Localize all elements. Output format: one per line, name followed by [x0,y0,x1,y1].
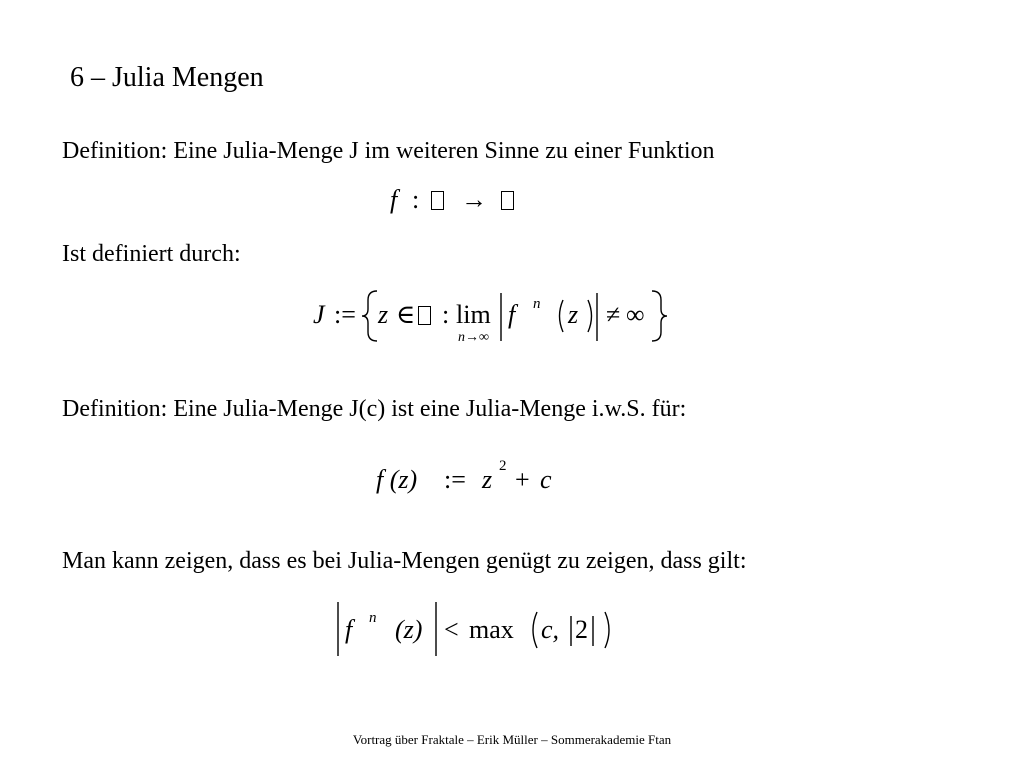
eq4-two: 2 [575,615,588,644]
eq2-paren-right [588,300,592,332]
eq3-lhs: f (z) [376,465,418,494]
eq4-z-argument: (z) [395,615,423,644]
eq4-less-than: < [444,615,459,644]
slide-title: 6 – Julia Mengen [70,62,264,93]
statement-paragraph: Man kann zeigen, dass es bei Julia-Mengen genügt zu zeigen, dass gilt: [62,548,747,574]
eq1-colon: : [412,185,420,214]
eq4-iteration-exponent: n [369,610,377,626]
eq4-max: max [469,615,514,644]
eq2-paren-left [560,300,564,332]
eq2-iteration-exponent: n [533,296,541,312]
eq3-exponent: 2 [499,458,507,474]
eq2-J: J [313,300,325,329]
eq3-plus: + [515,465,530,494]
eq4-paren-right [605,612,609,648]
eq2-infinity: ∞ [626,300,645,329]
eq2-f: f [508,300,516,329]
eq2-element-of: ∈ [396,300,416,329]
slide-footer: Vortrag über Fraktale – Erik Müller – Sommerakademie Ftan [352,732,672,747]
eq4-paren-left [533,612,537,648]
eq2-colon: : [442,300,450,329]
eq4-f: f [345,615,353,644]
eq4-c: c, [541,615,560,644]
eq2-z-argument: z [568,300,579,329]
eq3-z: z [482,465,493,494]
eq2-right-brace [652,291,667,341]
eq2-assign: := [334,300,356,329]
definition-paragraph-2: Ist definiert durch: [62,241,241,267]
definition-paragraph-3: Definition: Eine Julia-Menge J(c) ist eine Julia-Menge i.w.S. für: [62,396,687,422]
eq1-f: f [390,185,398,214]
eq3-c: c [540,465,552,494]
eq2-lim-subscript: n→∞ [458,330,489,345]
definition-paragraph-1: Definition: Eine Julia-Menge J im weiteren Sinne zu einer Funktion [62,138,715,164]
eq1-arrow: → [461,185,487,214]
eq2-left-brace [362,291,377,341]
eq2-z: z [378,300,389,329]
eq3-assign: := [444,465,466,494]
eq2-lim: lim [456,300,491,329]
eq2-not-equal: ≠ [606,300,621,329]
